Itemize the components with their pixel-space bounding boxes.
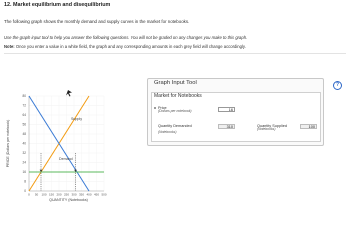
y-tick-label: 32 (22, 151, 26, 156)
chart-grid (29, 96, 104, 191)
y-tick-label: 0 (24, 189, 26, 194)
quantity-demanded-label: Quantity Demanded (158, 124, 192, 128)
quantity-supplied-label: Quantity Supplied (257, 124, 287, 128)
mouse-cursor-icon (66, 90, 72, 97)
x-tick-label: 200 (56, 192, 62, 197)
demand-curve-label: Demand (59, 157, 73, 162)
x-tick-label: 100 (41, 192, 47, 197)
question-note (4, 44, 246, 49)
quantity-supplied-field: 100 (300, 124, 317, 129)
y-tick-label: 64 (22, 113, 26, 118)
question-instruction: Use the graph input tool to help you answer the following questions. You will not be graded on any changes you make to this graph. (4, 35, 248, 40)
y-tick-label: 16 (22, 170, 26, 175)
question-title: 12. Market equilibrium and disequilibrium (4, 2, 111, 8)
x-tick-label: 50 (34, 192, 39, 197)
y-tick-label: 56 (22, 122, 26, 127)
quantity-supplied-sub-label: (Notebooks) (257, 127, 276, 131)
x-tick-label: 250 (63, 192, 70, 197)
x-tick-label: 150 (48, 192, 55, 197)
y-tick-label: 80 (22, 94, 26, 99)
x-tick-label: 400 (86, 192, 92, 197)
note-text: Once you enter a value in a white field, the graph and any corresponding amounts in each grey field will change accordingly. (15, 44, 246, 49)
x-axis-label: QUANTITY (Notebooks) (49, 198, 88, 202)
quantity-demanded-field: 310 (218, 124, 235, 129)
graph-input-tool-title: Graph Input Tool (154, 80, 197, 86)
x-tick-label: 350 (78, 192, 85, 197)
market-label: Market for Notebooks (154, 93, 202, 99)
divider (4, 53, 346, 54)
y-axis-label: PRICE (Dollars per notebook) (6, 119, 10, 168)
x-tick-label: 500 (101, 192, 107, 197)
x-tick-label: 0 (28, 192, 30, 197)
y-tick-label: 24 (22, 160, 26, 165)
supply-demand-chart[interactable] (2, 80, 108, 200)
x-tick-label: 300 (71, 192, 77, 197)
y-tick-label: 72 (22, 103, 26, 108)
x-tick-label: 450 (93, 192, 100, 197)
supply-curve-label: Supply (71, 116, 82, 121)
quantity-demanded-sub-label: (Notebooks) (158, 130, 177, 134)
price-sub-label: (Dollars per notebook) (158, 109, 192, 113)
question-mark-icon[interactable]: ? (333, 81, 342, 90)
market-inner-box (151, 92, 321, 142)
price-input[interactable]: 16 (218, 107, 235, 112)
y-tick-label: 48 (22, 132, 26, 137)
y-tick-label: 40 (22, 141, 26, 146)
note-label: Note: (4, 44, 15, 49)
y-tick-label: 8 (24, 179, 26, 184)
price-label: Price (158, 106, 167, 110)
question-intro: The following graph shows the monthly demand and supply curves in the market for notebooks. (4, 19, 190, 24)
